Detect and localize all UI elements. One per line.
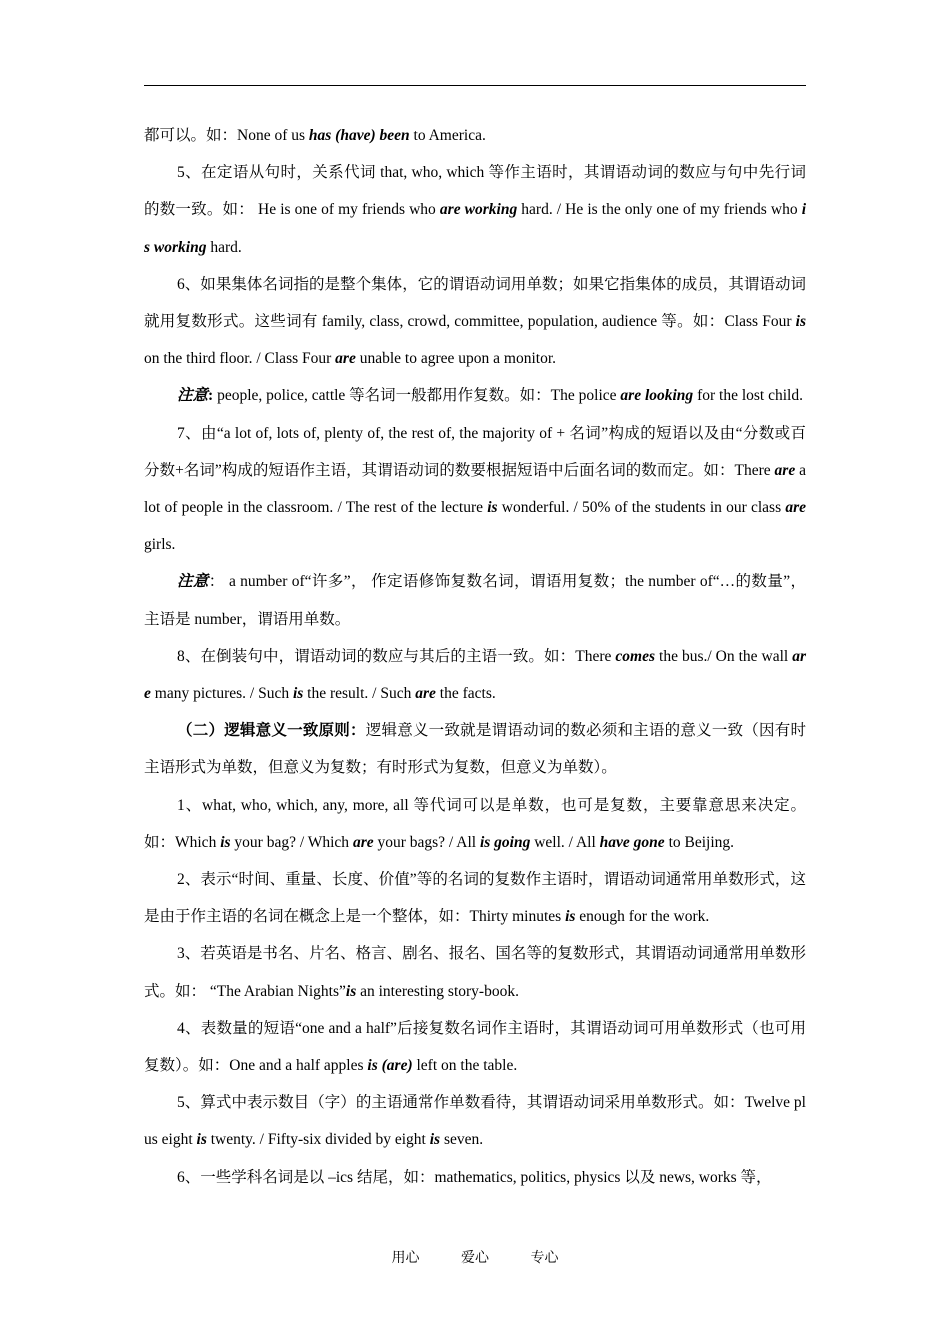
text-run: 6、一些学科名词是以 –ics 结尾，如：mathematics, politics, physics 以及 news, works 等， — [177, 1168, 772, 1186]
emphasis-text: are — [335, 350, 356, 368]
text-run: seven. — [440, 1131, 484, 1149]
text-run: to America. — [409, 127, 486, 144]
text-run: many pictures. / Such — [150, 685, 293, 703]
emphasis-text: is — [429, 1131, 441, 1149]
text-run: 5、算式中表示数目（字）的主语通常作单数看待，其谓语动词采用单数形式。如：Twelve plus eight — [144, 1094, 806, 1149]
text-run: the result. / Such — [303, 685, 416, 703]
text-run: your bag? / Which — [230, 833, 353, 851]
text-run: unable to agree upon a monitor. — [355, 350, 556, 368]
paragraph — [144, 1084, 806, 1158]
text-run: people, police, cattle 等名词一般都用作复数。如：The police — [213, 387, 621, 405]
text-run: your bags? / All — [373, 833, 480, 851]
emphasis-text: is — [487, 499, 498, 517]
text-run: the facts. — [435, 685, 496, 703]
emphasis-text: : — [208, 387, 214, 405]
emphasis-text: is working — [144, 201, 806, 256]
paragraph — [144, 117, 806, 154]
emphasis-text: （二）逻辑意义一致原则： — [177, 722, 366, 740]
emphasis-text: is (are) — [367, 1057, 413, 1075]
paragraph — [144, 563, 806, 637]
footer-word-3: 专心 — [530, 1251, 559, 1266]
text-run: an interesting story-book. — [356, 982, 519, 1000]
text-run: hard. / He is the only one of my friends who — [517, 201, 802, 219]
emphasis-text: is — [220, 833, 231, 851]
emphasis-text: are working — [439, 201, 518, 219]
emphasis-text: is — [196, 1131, 207, 1149]
text-run: twenty. / Fifty-six divided by eight — [206, 1131, 430, 1149]
paragraph — [144, 638, 806, 712]
emphasis-text: are looking — [620, 387, 694, 405]
text-run: 3、若英语是书名、片名、格言、剧名、报名、国名等的复数形式，其谓语动词通常用单数形式。如： “The Arabian Nights” — [144, 945, 806, 1000]
text-run: ： a number of“许多”， 作定语修饰复数名词，谓语用复数；the number of“…的数量”，主语是 number，谓语用单数。 — [144, 573, 806, 628]
paragraph — [144, 415, 806, 564]
text-run: 1、what, who, which, any, more, all 等代词可以是单数，也可是复数，主要靠意思来决定。如：Which — [144, 796, 806, 851]
text-run: 逻辑意义一致就是谓语动词的数必须和主语的意义一致（因有时主语形式为单数，但意义为复数；有时形式为复数，但意义为单数）。 — [144, 722, 806, 777]
text-run: wonderful. / 50% of the students in our class — [497, 499, 786, 517]
paragraph — [144, 935, 806, 1009]
document-body — [144, 117, 806, 1196]
emphasis-text: are — [774, 461, 796, 479]
text-run: 8、在倒装句中，谓语动词的数应与其后的主语一致。如：There — [177, 647, 616, 665]
paragraph — [144, 154, 806, 266]
emphasis-text: 注意 — [177, 387, 209, 405]
text-run: girls. — [144, 536, 176, 554]
text-run: 7、由“a lot of, lots of, plenty of, the rest of, the majority of + 名词”构成的短语以及由“分数或百分数+名词”构成的短语作主语，其谓语动词的数要根据短语中后面名词的数而定。如：There — [144, 424, 806, 479]
paragraph — [144, 266, 806, 378]
footer-word-1: 用心 — [391, 1251, 420, 1266]
emphasis-text: 注意 — [177, 573, 209, 591]
emphasis-text: is going — [479, 833, 531, 851]
text-run: 都可以。如：None of us — [144, 127, 309, 144]
emphasis-text: is — [565, 908, 576, 926]
text-run: well. / All — [530, 833, 600, 851]
emphasis-text: has (have) been — [308, 127, 410, 144]
emphasis-text: have gone — [599, 833, 665, 851]
emphasis-text: is — [345, 982, 357, 1000]
text-run: hard. — [206, 238, 242, 256]
emphasis-text: comes — [615, 647, 656, 665]
text-run: to Beijing. — [664, 833, 735, 851]
text-run: 4、表数量的短语“one and a half”后接复数名词作主语时，其谓语动词可用单数形式（也可用复数）。如：One and a half apples — [144, 1019, 806, 1075]
paragraph — [144, 712, 806, 786]
text-run: 6、如果集体名词指的是整个集体，它的谓语动词用单数；如果它指集体的成员，其谓语动词就用复数形式。这些词有 family, class, crowd, committee, population, audience 等。如：Class Four — [144, 275, 806, 331]
emphasis-text: are — [785, 499, 806, 517]
text-run: left on the table. — [412, 1057, 518, 1075]
paragraph — [144, 861, 806, 935]
header-rule — [144, 85, 806, 86]
text-run: 5、在定语从句时，关系代词 that, who, which 等作主语时，其谓语动词的数应与句中先行词的数一致。如： He is one of my friends who — [144, 164, 806, 219]
text-run: the bus./ On the wall — [655, 647, 793, 665]
emphasis-text: is — [795, 313, 806, 331]
page-footer — [0, 1247, 950, 1267]
emphasis-text: are — [352, 833, 374, 851]
text-run: 2、表示“时间、重量、长度、价值”等的名词的复数作主语时，谓语动词通常用单数形式，这是由于作主语的名词在概念上是一个整体，如：Thirty minutes — [144, 871, 806, 926]
paragraph — [144, 1010, 806, 1084]
emphasis-text: are — [415, 685, 436, 703]
emphasis-text: is — [292, 685, 304, 703]
text-run: enough for the work. — [575, 908, 710, 926]
text-run: on the third floor. / Class Four — [144, 350, 336, 368]
paragraph — [144, 377, 806, 414]
footer-word-2: 爱心 — [461, 1251, 489, 1266]
text-run: for the lost child. — [693, 387, 803, 405]
text-run: a lot of people in the classroom. / The rest of the lecture — [144, 461, 806, 517]
emphasis-text: are — [144, 647, 806, 703]
paragraph — [144, 1159, 806, 1196]
paragraph — [144, 787, 806, 861]
